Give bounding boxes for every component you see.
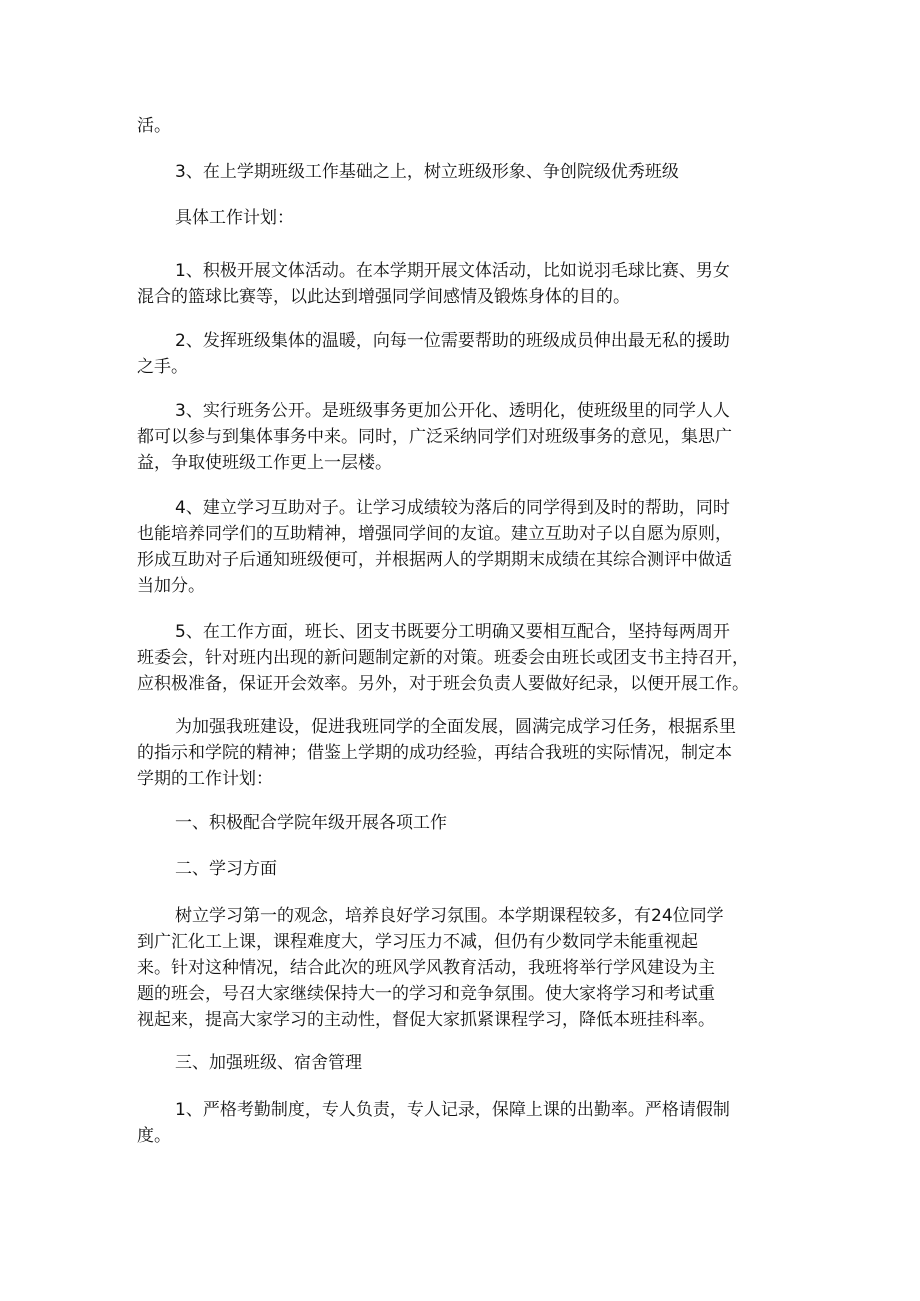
- text-line: 树立学习第一的观念，培养良好学习氛围。本学期课程较多，有24位同学: [175, 906, 724, 926]
- text-line: 度。: [137, 1126, 171, 1146]
- text-line: 到广汇化工上课，课程难度大，学习压力不减，但仍有少数同学未能重视起: [137, 932, 698, 952]
- paragraph-intro: [137, 714, 787, 792]
- text-line: 视起来，提高大家学习的主动性，督促大家抓紧课程学习，降低本班挂科率。: [137, 1010, 715, 1030]
- paragraph-attendance: [137, 1097, 787, 1149]
- text-line: 一、积极配合学院年级开展各项工作: [175, 813, 447, 833]
- text-line: 也能培养同学们的互助精神，增强同学间的友谊。建立互助对子以自愿为原则，: [137, 524, 732, 544]
- text-line: 具体工作计划：: [175, 208, 294, 228]
- paragraph-goal-3: [137, 159, 787, 185]
- text-line: 的指示和学院的精神；借鉴上学期的成功经验，再结合我班的实际情况，制定本: [137, 743, 732, 763]
- text-line: 之手。: [137, 357, 188, 377]
- section-heading-2: [137, 856, 787, 882]
- text-line: 来。针对这种情况，结合此次的班风学风教育活动，我班将举行学风建设为主: [137, 958, 715, 978]
- text-line: 1、严格考勤制度，专人负责，专人记录，保障上课的出勤率。严格请假制: [175, 1100, 730, 1120]
- section-heading-3: [137, 1050, 787, 1076]
- text-line: 三、加强班级、宿舍管理: [175, 1053, 362, 1073]
- text-line: 混合的篮球比赛等，以此达到增强同学间感情及锻炼身体的目的。: [137, 287, 630, 307]
- paragraph-item-3: [137, 398, 787, 476]
- paragraph-item-2: [137, 328, 787, 380]
- text-line: 班委会，针对班内出现的新问题制定新的对策。班委会由班长或团支书主持召开，: [137, 648, 749, 668]
- text-line: 3、在上学期班级工作基础之上，树立班级形象、争创院级优秀班级: [175, 162, 679, 182]
- text-line: 4、建立学习互助对子。让学习成绩较为落后的同学得到及时的帮助，同时: [175, 498, 730, 518]
- text-line: 益，争取使班级工作更上一层楼。: [137, 453, 392, 473]
- text-line: 都可以参与到集体事务中来。同时，广泛采纳同学们对班级事务的意见，集思广: [137, 427, 732, 447]
- text-line: 学期的工作计划：: [137, 769, 273, 789]
- text-line: 1、积极开展文体活动。在本学期开展文体活动，比如说羽毛球比赛、男女: [175, 261, 730, 281]
- text-line: 形成互助对子后通知班级便可，并根据两人的学期期末成绩在其综合测评中做适: [137, 550, 732, 570]
- paragraph-continuation: [137, 113, 787, 139]
- text-line: 应积极准备，保证开会效率。另外，对于班会负责人要做好纪录，以便开展工作。: [137, 674, 749, 694]
- text-line: 活。: [137, 116, 171, 136]
- paragraph-item-1: [137, 258, 787, 310]
- text-line: 题的班会，号召大家继续保持大一的学习和竞争氛围。使大家将学习和考试重: [137, 984, 715, 1004]
- paragraph-item-5: [137, 619, 787, 697]
- text-line: 当加分。: [137, 576, 205, 596]
- text-line: 3、实行班务公开。是班级事务更加公开化、透明化，使班级里的同学人人: [175, 401, 730, 421]
- section-heading-1: [137, 810, 787, 836]
- text-line: 为加强我班建设，促进我班同学的全面发展，圆满完成学习任务，根据系里: [175, 717, 736, 737]
- text-line: 2、发挥班级集体的温暖，向每一位需要帮助的班级成员伸出最无私的援助: [175, 331, 730, 351]
- text-line: 二、学习方面: [175, 859, 277, 879]
- paragraph-study: [137, 903, 787, 1033]
- paragraph-item-4: [137, 495, 787, 599]
- text-line: 5、在工作方面，班长、团支书既要分工明确又要相互配合，坚持每两周开: [175, 622, 730, 642]
- section-heading-plan: [137, 205, 787, 231]
